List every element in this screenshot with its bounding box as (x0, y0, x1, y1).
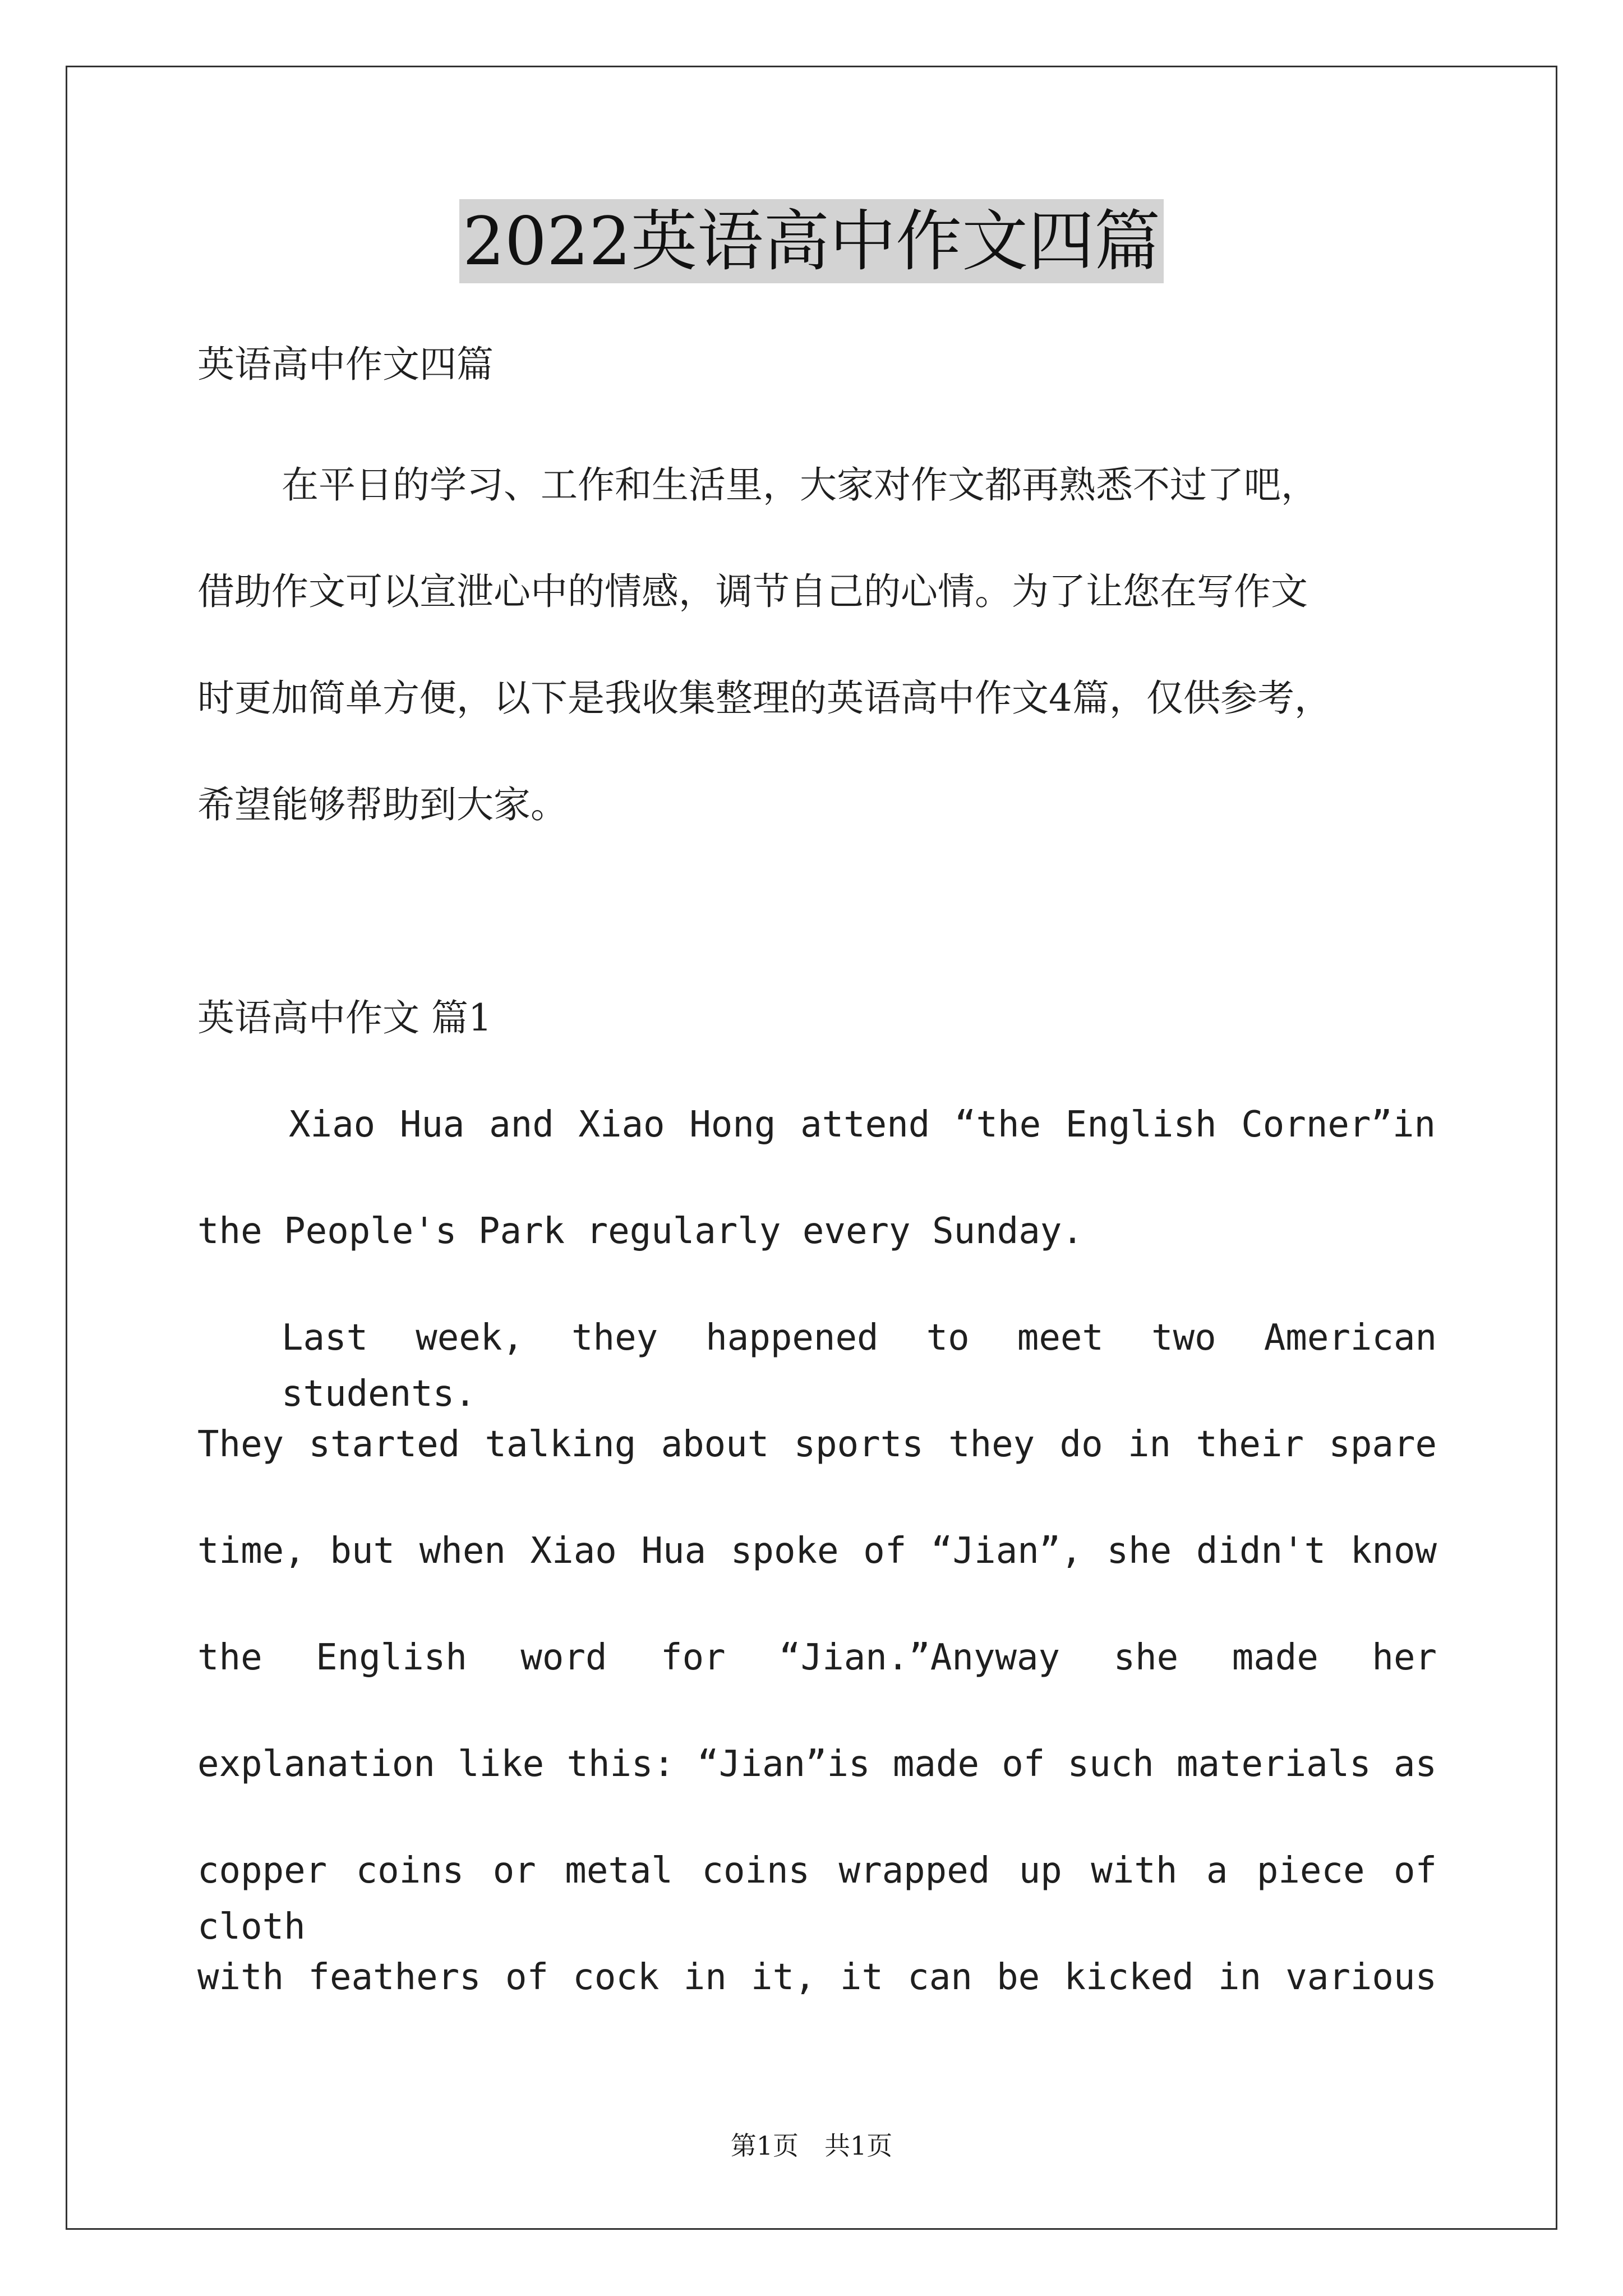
document-title (0, 199, 1623, 283)
intro-line-1: 在平日的学习、工作和生活里，大家对作文都再熟悉不过了吧， (282, 463, 1318, 507)
document-title-text: 2022英语高中作文四篇 (459, 199, 1164, 283)
essay-line-3: Last week, they happened to meet two American students. (282, 1317, 1437, 1415)
essay-line-4: They started talking about sports they do in their spare (197, 1424, 1437, 1465)
essay-line-7: explanation like this: “Jian”is made of such materials as (197, 1743, 1437, 1785)
essay-line-2: the People's Park regularly every Sunday. (197, 1211, 1083, 1252)
essay-line-1: Xiao Hua and Xiao Hong attend “the English Corner”in (289, 1104, 1436, 1145)
intro-line-2: 借助作文可以宣泄心中的情感，调节自己的心情。为了让您在写作文 (197, 570, 1308, 613)
document-subtitle: 英语高中作文四篇 (197, 343, 494, 386)
page-footer: 第1页 共1页 (730, 2131, 893, 2161)
essay-line-9: with feathers of cock in it, it can be kicked in various (197, 1957, 1437, 1998)
essay-line-8: copper coins or metal coins wrapped up with a piece of cloth (197, 1850, 1437, 1948)
essay-line-6: the English word for “Jian.”Anyway she made her (197, 1637, 1437, 1678)
section-heading-1: 英语高中作文 篇1 (197, 996, 492, 1039)
essay-line-5: time, but when Xiao Hua spoke of “Jian”, she didn't know (197, 1530, 1437, 1572)
intro-line-4: 希望能够帮助到大家。 (197, 783, 568, 826)
intro-line-3: 时更加简单方便，以下是我收集整理的英语高中作文4篇，仅供参考， (197, 677, 1331, 720)
